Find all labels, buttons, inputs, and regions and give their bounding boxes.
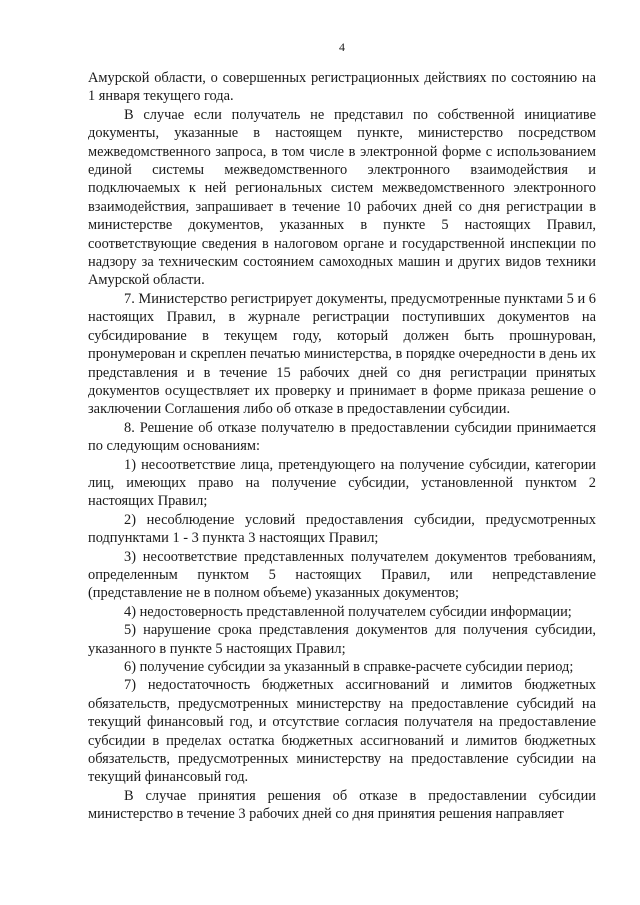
list-item: 4) недостоверность представленной получателем субсидии информации; bbox=[124, 603, 572, 620]
paragraph: Амурской области, о совершенных регистрационных действиях по состоянию на 1 января текущего года. bbox=[88, 70, 596, 105]
list-item: 1) несоответствие лица, претендующего на получение субсидии, категории лиц, имеющих право на получение субсидии, установленной пунктом 2 настоящих Правил; bbox=[88, 456, 596, 510]
list-item: 5) нарушение срока представления документов для получения субсидии, указанного в пункте 5 настоящих Правил; bbox=[88, 622, 596, 657]
paragraph: 8. Решение об отказе получателю в предоставлении субсидии принимается по следующим основаниям: bbox=[88, 419, 596, 455]
list-item: 7) недостаточность бюджетных ассигнований и лимитов бюджетных обязательств, предусмотренных министерству на предоставление субсидий на текущий финансовый год, и отсутствие согласия получателя на предоставление субсидии в пределах остатка бюджетных ассигнований и лимитов бюджетных обязательств, предусмотренных министерству на предоставление субсидии на текущий финансовый год. bbox=[88, 677, 596, 786]
page-number: 4 bbox=[339, 40, 345, 54]
list-item: 6) получение субсидии за указанный в справке-расчете субсидии период; bbox=[124, 659, 574, 675]
list-item: 2) несоблюдение условий предоставления субсидии, предусмотренных подпунктами 1 - 3 пункта 3 настоящих Правил; bbox=[88, 511, 596, 547]
paragraph: В случае если получатель не представил по собственной инициативе документы, указанные в настоящем пункте, министерство посредством межведомственного запроса, в том числе в электронной форме с использованием единой системы межведомственного электронного взаимодействия и подключаемых к ней региональных систем межведомственного электронного взаимодействия, запрашивает в течение 10 рабочих дней со дня регистрации в министерстве документов, указанных в пункте 5 настоящих Правил, соответствующие сведения в налоговом органе и государственной инспекции по надзору за техническим состоянием самоходных машин и других видов техники Амурской области. bbox=[88, 106, 596, 289]
list-item: 3) несоответствие представленных получателем документов требованиям, определенным пунктом 5 настоящих Правил, или непредставление (представление не в полном объеме) указанных документов; bbox=[88, 548, 596, 602]
paragraph: 7. Министерство регистрирует документы, предусмотренные пунктами 5 и 6 настоящих Правил, в журнале регистрации поступивших документов на субсидирование в текущем году, который должен быть прошнурован, пронумерован и скреплен печатью министерства, в порядке очередности в день их представления и в течение 15 рабочих дней со дня регистрации принятых документов осуществляет их проверку и принимает в форме приказа решение о заключении Соглашения либо об отказе в предоставлении субсидии. bbox=[88, 290, 596, 418]
paragraph: В случае принятия решения об отказе в предоставлении субсидии министерство в течение 3 рабочих дней со дня принятия решения направляет bbox=[88, 787, 596, 823]
document-body bbox=[88, 69, 596, 824]
